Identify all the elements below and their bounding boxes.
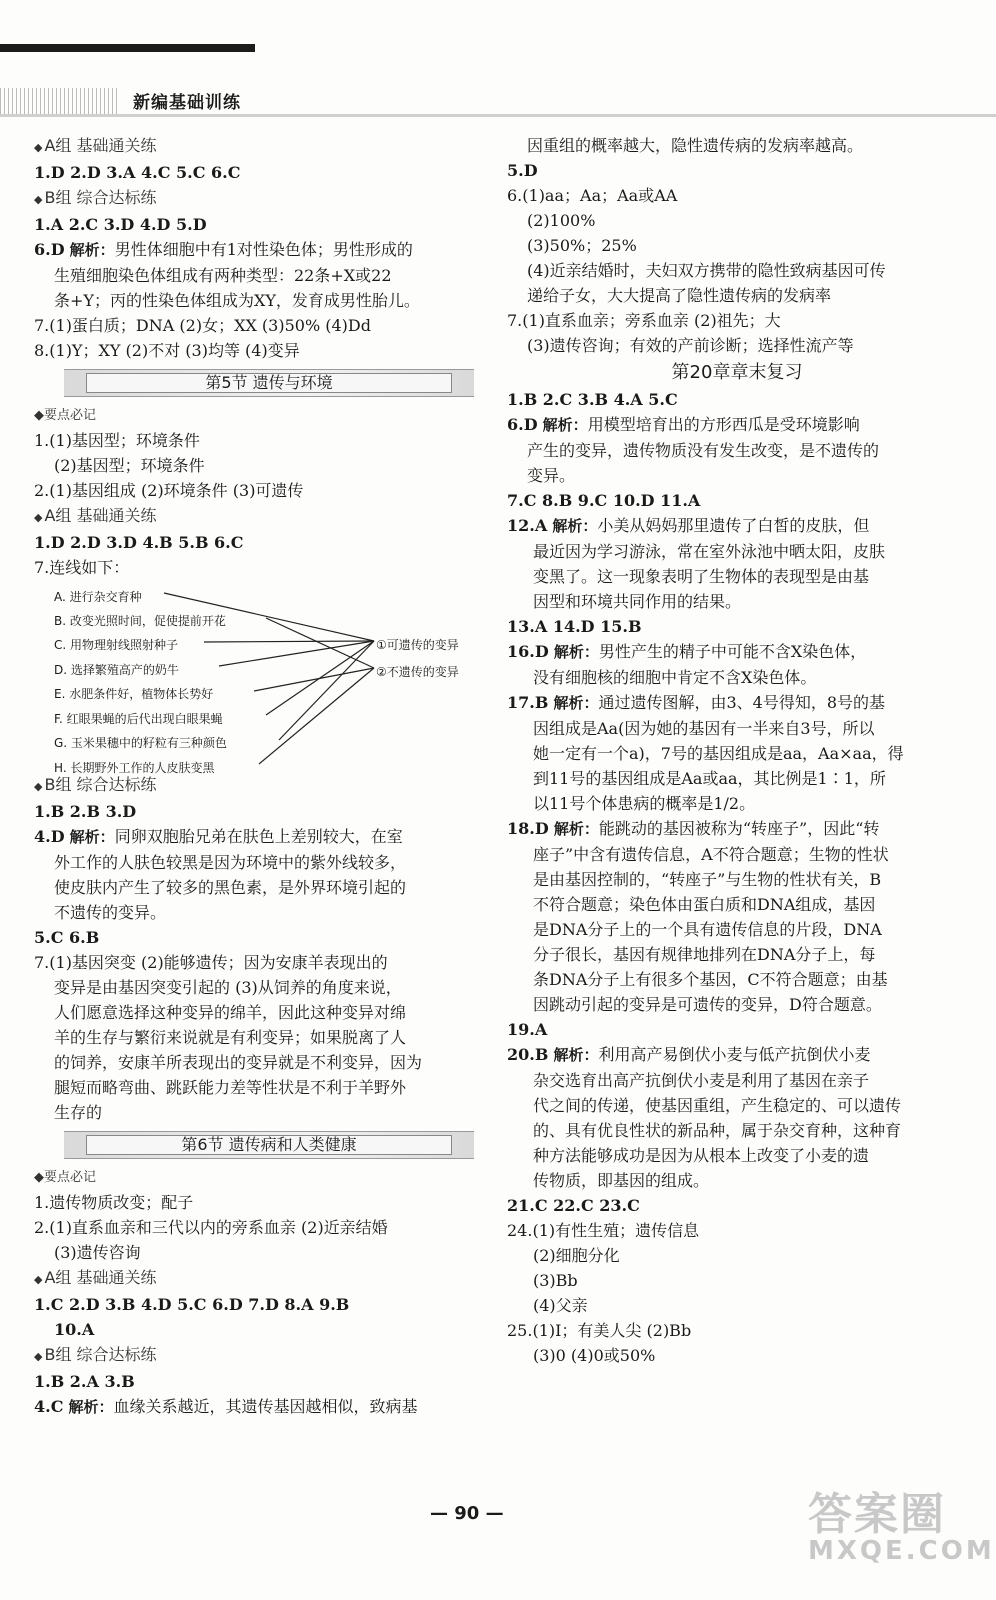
diamond-icon: ◆	[34, 511, 43, 524]
match-result-nonheritable: ②不遗传的变异	[376, 665, 459, 679]
answer-line: 1.(1)基因型；环境条件	[34, 431, 200, 450]
match-option: D. 选择繁殖高产的奶牛	[54, 663, 179, 677]
answer-line: 5.C 6.B	[34, 928, 100, 947]
header-hatch	[0, 88, 120, 114]
answer-line: 产生的变异，遗传物质没有发生改变，是不遗传的	[527, 441, 880, 460]
answer-line: 是由基因控制的，“转座子”与生物的性状有关，B	[533, 870, 882, 889]
answer-line: 1.遗传物质改变；配子	[34, 1193, 194, 1212]
answer-line: 因型和环境共同作用的结果。	[533, 592, 742, 611]
answer-line: (4)父亲	[533, 1296, 588, 1315]
answer-line: 生存的	[54, 1103, 103, 1122]
answer-line: 没有细胞核的细胞中肯定不含X染色体。	[533, 668, 817, 687]
answer-line: (4)近亲结婚时，夫妇双方携带的隐性致病基因可传	[527, 261, 886, 280]
answer-line: (3)50%；25%	[527, 236, 637, 255]
group-heading: ◆ A组 基础通关练	[34, 136, 157, 155]
answer-line: 7.(1)蛋白质；DNA (2)女；XX (3)50% (4)Dd	[34, 316, 371, 335]
top-decor-bar	[0, 44, 255, 52]
match-option: G. 玉米果穗中的籽粒有三种颜色	[54, 736, 227, 750]
match-option: B. 改变光照时间，促使提前开花	[54, 614, 226, 628]
answer-line: (3)0 (4)0或50%	[533, 1346, 656, 1365]
answer-line: 1.B 2.B 3.D	[34, 802, 137, 821]
right-column	[507, 133, 967, 1368]
diamond-icon: ◆	[34, 141, 43, 154]
answer-line: 1.B 2.C 3.B 4.A 5.C	[507, 390, 678, 409]
header-band	[0, 114, 996, 117]
answer-line: 不遗传的变异。	[54, 903, 167, 922]
answer-line: 的饲养，安康羊所表现出的变异就是不利变异，因为	[54, 1053, 423, 1072]
answer-line: 传物质，即基因的组成。	[533, 1171, 710, 1190]
answer-line: 6.(1)aa；Aa；Aa或AA	[507, 186, 678, 205]
group-heading: ◆ B组 综合达标练	[34, 775, 157, 794]
match-option: H. 长期野外工作的人皮肤变黑	[54, 761, 215, 775]
diamond-icon: ◆	[34, 1350, 43, 1363]
section-title-5: 第5节 遗传与环境	[64, 369, 474, 397]
match-line	[204, 641, 374, 642]
answer-line: 羊的生存与繁衍来说就是有利变异；如果脱离了人	[54, 1028, 407, 1047]
answer-line: 变异是由基因突变引起的 (3)从饲养的角度来说，	[54, 978, 402, 997]
group-heading: ◆ A组 基础通关练	[34, 1268, 157, 1287]
answer-line: 代之间的传递，使基因重组，产生稳定的、可以遗传	[533, 1096, 902, 1115]
answer-line: 外工作的人肤色较黑是因为环境中的紫外线较多，	[54, 853, 407, 872]
diamond-icon: ◆	[34, 1170, 44, 1185]
answer-line: 1.C 2.D 3.B 4.D 5.C 6.D 7.D 8.A 9.B	[34, 1295, 350, 1314]
key-points-heading: ◆要点必记	[34, 1170, 97, 1185]
book-title: 新编基础训练	[133, 93, 241, 113]
answer-line: 的、具有优良性状的新品种，属于杂交育种，这种育	[533, 1121, 902, 1140]
answer-line: 不符合题意；染色体由蛋白质和DNA组成，基因	[533, 895, 876, 914]
answer-line: 以11号个体患病的概率是1/2。	[533, 794, 756, 813]
answer-line: 19.A	[507, 1020, 548, 1039]
key-points-heading: ◆要点必记	[34, 408, 97, 423]
answer-line: 12.A 解析：小美从妈妈那里遗传了白皙的皮肤，但	[507, 516, 870, 535]
diamond-icon: ◆	[34, 193, 43, 206]
answer-line: 因跳动引起的变异是可遗传的变异，D符合题意。	[533, 995, 882, 1014]
answer-line: 13.A 14.D 15.B	[507, 617, 642, 636]
answer-line: 5.D	[507, 161, 538, 180]
answer-line: 6.D 解析：男性体细胞中有1对性染色体；男性形成的	[34, 240, 413, 259]
page-number: — 90 —	[430, 1503, 504, 1524]
answer-line: (3)Bb	[533, 1271, 578, 1290]
match-option: C. 用物理射线照射种子	[54, 638, 179, 652]
answer-line: 腿短而略弯曲、跳跃能力差等性状是不利于羊野外	[54, 1078, 407, 1097]
match-line	[279, 641, 374, 740]
answer-line: 21.C 22.C 23.C	[507, 1196, 640, 1215]
answer-line: 是DNA分子上的一个具有遗传信息的片段，DNA	[533, 920, 882, 939]
watermark-url: MXQE.COM	[808, 1536, 995, 1566]
answer-line: 生殖细胞染色体组成有两种类型：22条+X或22	[54, 266, 392, 285]
match-option: F. 红眼果蝇的后代出现白眼果蝇	[54, 712, 223, 726]
answer-line: 分子很长，基因有规律地排列在DNA分子上，每	[533, 945, 876, 964]
answer-line: 20.B 解析：利用高产易倒伏小麦与低产抗倒伏小麦	[507, 1045, 871, 1064]
left-column	[34, 133, 490, 1420]
match-line	[266, 618, 374, 668]
answer-line: 7.(1)基因突变 (2)能够遗传；因为安康羊表现出的	[34, 953, 388, 972]
answer-line: 到11号的基因组成是Aa或aa，其比例是1∶1，所	[533, 769, 886, 788]
answer-line: 条+Y；丙的性染色体组成为XY，发育成男性胎儿。	[54, 291, 420, 310]
answer-line: 16.D 解析：男性产生的精子中可能不含X染色体，	[507, 642, 867, 661]
answer-line: 10.A	[54, 1320, 95, 1339]
answer-line: 2.(1)直系血亲和三代以内的旁系血亲 (2)近亲结婚	[34, 1218, 388, 1237]
diamond-icon: ◆	[34, 408, 44, 423]
answer-line: 条DNA分子上有很多个基因，C不符合题意；由基	[533, 970, 888, 989]
match-option: E. 水肥条件好，植物体长势好	[54, 687, 214, 701]
group-heading: ◆ B组 综合达标练	[34, 1345, 157, 1364]
answer-line: 种方法能够成功是因为从根本上改变了小麦的遗	[533, 1146, 870, 1165]
answer-line: 1.D 2.D 3.D 4.B 5.B 6.C	[34, 533, 244, 552]
answer-line: 24.(1)有性生殖；遗传信息	[507, 1221, 700, 1240]
chapter-review-title: 第20章章末复习	[671, 362, 803, 383]
match-line	[254, 668, 374, 691]
matching-diagram	[54, 580, 490, 775]
answer-line: 6.D 解析：用模型培育出的方形西瓜是受环境影响	[507, 415, 860, 434]
match-line	[259, 668, 374, 764]
answer-line: 因重组的概率越大，隐性遗传病的发病率越高。	[527, 136, 864, 155]
answer-line: 1.A 2.C 3.D 4.D 5.D	[34, 215, 207, 234]
answer-line: 18.D 解析：能跳动的基因被称为“转座子”，因此“转	[507, 819, 880, 838]
answer-line: 变异。	[527, 466, 576, 485]
answer-line: 人们愿意选择这种变异的绵羊，因此这种变异对绵	[54, 1003, 407, 1022]
answer-line: 7.C 8.B 9.C 10.D 11.A	[507, 491, 701, 510]
answer-line: 最近因为学习游泳，常在室外泳池中晒太阳，皮肤	[533, 542, 886, 561]
answer-line: 1.B 2.A 3.B	[34, 1372, 135, 1391]
section-title-6: 第6节 遗传病和人类健康	[64, 1131, 474, 1159]
answer-line: 使皮肤内产生了较多的黑色素，是外界环境引起的	[54, 878, 407, 897]
answer-line: 变黑了。这一现象表明了生物体的表现型是由基	[533, 567, 870, 586]
answer-line: (2)基因型；环境条件	[54, 456, 205, 475]
answer-line: 她一定有一个a)，7号的基因组成是aa，Aa×aa，得	[533, 744, 904, 763]
answer-line: (3)遗传咨询；有效的产前诊断；选择性流产等	[527, 336, 854, 355]
answer-line: (3)遗传咨询	[54, 1243, 141, 1262]
answer-line: 因组成是Aa(因为她的基因有一半来自3号，所以	[533, 719, 875, 738]
watermark-logo-text: 答案圈	[808, 1489, 946, 1540]
answer-line: 17.B 解析：通过遗传图解，由3、4号得知，8号的基	[507, 693, 886, 712]
answer-line: 杂交选育出高产抗倒伏小麦是利用了基因在亲子	[533, 1071, 870, 1090]
diamond-icon: ◆	[34, 1273, 43, 1286]
answer-line: 2.(1)基因组成 (2)环境条件 (3)可遗传	[34, 481, 304, 500]
match-result-heritable: ①可遗传的变异	[376, 638, 459, 652]
answer-line: 座子”中含有遗传信息，A不符合题意；生物的性状	[533, 845, 889, 864]
match-option: A. 进行杂交育种	[54, 590, 142, 604]
group-heading: ◆ A组 基础通关练	[34, 506, 157, 525]
answer-line: (2)细胞分化	[533, 1246, 620, 1265]
answer-line: 递给子女，大大提高了隐性遗传病的发病率	[527, 286, 832, 305]
answer-line: 4.D 解析：同卵双胞胎兄弟在肤色上差别较大，在室	[34, 827, 403, 846]
answer-line: 8.(1)Y；XY (2)不对 (3)均等 (4)变异	[34, 341, 300, 360]
answer-line: 1.D 2.D 3.A 4.C 5.C 6.C	[34, 163, 241, 182]
match-line	[219, 641, 374, 666]
match-line	[266, 641, 374, 715]
answer-line: 7.连线如下：	[34, 558, 130, 577]
group-heading: ◆ B组 综合达标练	[34, 188, 157, 207]
diamond-icon: ◆	[34, 780, 43, 793]
answer-line: (2)100%	[527, 211, 596, 230]
answer-line: 4.C 解析：血缘关系越近，其遗传基因越相似，致病基	[34, 1397, 418, 1416]
answer-line: 25.(1)Ⅰ；有美人尖 (2)Bb	[507, 1321, 692, 1340]
answer-line: 7.(1)直系血亲；旁系血亲 (2)祖先；大	[507, 311, 781, 330]
watermark	[808, 1478, 995, 1588]
